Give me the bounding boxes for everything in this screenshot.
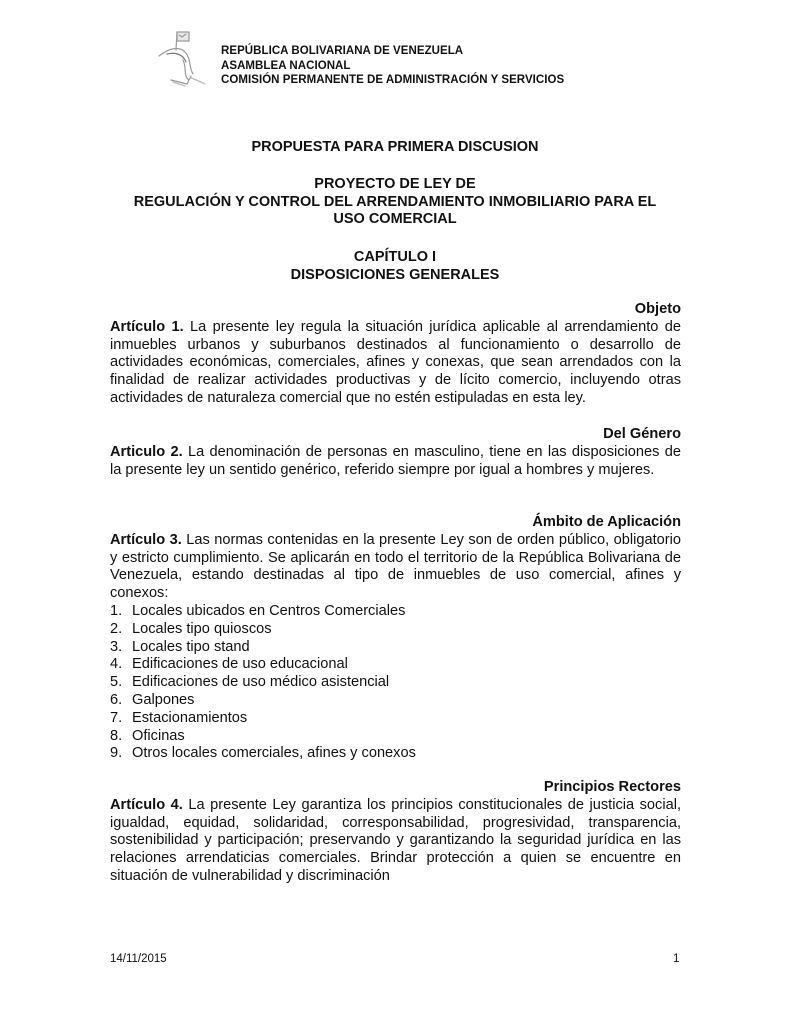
article-3 (110, 514, 681, 763)
list-item (110, 745, 681, 763)
list-number: 8. (110, 727, 123, 744)
article-1 (110, 301, 681, 408)
header-country: REPÚBLICA BOLIVARIANA DE VENEZUELA (221, 45, 464, 57)
law-title-line2: REGULACIÓN Y CONTROL DEL ARRENDAMIENTO INMOBILIARIO PARA EL (133, 193, 657, 210)
parliament-logo-icon (153, 28, 209, 88)
list-number: 3. (110, 638, 123, 655)
property-type-list (110, 603, 681, 763)
header-assembly: ASAMBLEA NACIONAL (221, 59, 351, 72)
article-4 (110, 779, 681, 886)
list-text: Locales ubicados en Centros Comerciales (132, 602, 406, 619)
article-heading: Objeto (634, 301, 681, 317)
list-item (110, 656, 681, 674)
list-number: 9. (110, 745, 123, 762)
list-item (110, 674, 681, 692)
article-label: Articulo 2. (110, 443, 183, 460)
chapter-number: CAPÍTULO I (353, 249, 437, 265)
list-text: Oficinas (132, 727, 185, 744)
list-text: Edificaciones de uso médico asistencial (132, 674, 390, 691)
list-item (110, 621, 681, 639)
list-text: Locales tipo quioscos (132, 620, 272, 637)
list-number: 2. (110, 620, 123, 637)
list-text: Locales tipo stand (132, 638, 250, 655)
header-commission: COMISIÓN PERMANENTE DE ADMINISTRACIÓN Y SERVICIOS (221, 74, 565, 86)
article-text: La presente Ley garantiza los principios constitucionales de justicia social, igualdad, equidad, solidaridad, corresponsabilidad, progresividad, transparencia, sostenibilidad y participación; preservando y garantizando la seguridad jurídica en las relaciones arrendaticias comerciales. Brindar protección a quien se encuentre en situación de vulnerabilidad y discriminación (110, 796, 681, 884)
law-title-line3: USO COMERCIAL (333, 211, 457, 227)
article-text: La presente ley regula la situación jurídica aplicable al arrendamiento de inmuebles urbanos y suburbanos destinados al funcionamiento o desarrollo de actividades económicas, comerciales, afines y conexas, que sean arrendados con la finalidad de realizar actividades productivas y de lícito comercio, incluyendo otras actividades de naturaleza comercial que no estén estipuladas en esta ley. (110, 318, 682, 406)
footer-date: 14/11/2015 (110, 953, 167, 965)
list-number: 5. (110, 674, 123, 691)
proposal-title: PROPUESTA PARA PRIMERA DISCUSION (251, 139, 539, 155)
article-paragraph (110, 319, 681, 408)
article-label: Artículo 4. (110, 796, 183, 813)
article-paragraph (110, 444, 681, 480)
list-item (110, 710, 681, 728)
page-number: 1 (673, 953, 680, 965)
article-heading: Ámbito de Aplicación (532, 514, 681, 530)
law-title-line1: PROYECTO DE LEY DE (314, 176, 476, 192)
list-item (110, 728, 681, 746)
list-number: 4. (110, 656, 123, 673)
list-number: 7. (110, 709, 123, 726)
document-header (221, 44, 564, 88)
article-heading: Principios Rectores (543, 779, 681, 795)
article-2 (110, 426, 681, 479)
list-text: Galpones (132, 691, 195, 708)
list-item (110, 692, 681, 710)
article-paragraph (110, 532, 681, 603)
list-number: 1. (110, 602, 123, 619)
article-text: Las normas contenidas en la presente Ley son de orden público, obligatorio y estricto cumplimiento. Se aplicarán en todo el territorio de la República Bolivariana de Venezuela, estando destinadas al tipo de inmuebles de uso comercial, afines y conexos: (110, 531, 681, 602)
article-label: Artículo 3. (110, 531, 182, 548)
list-item (110, 603, 681, 621)
list-text: Estacionamientos (132, 709, 248, 726)
article-heading: Del Género (603, 426, 681, 442)
article-label: Artículo 1. (110, 318, 184, 335)
chapter-name: DISPOSICIONES GENERALES (290, 266, 500, 283)
list-text: Otros locales comerciales, afines y conexos (132, 745, 416, 762)
list-item (110, 639, 681, 657)
article-text: La denominación de personas en masculino, tiene en las disposiciones de la presente ley un sentido genérico, referido siempre por igual a hombres y mujeres. (110, 443, 681, 478)
list-number: 6. (110, 691, 123, 708)
law-title (100, 176, 690, 229)
chapter-heading (100, 249, 690, 284)
list-text: Edificaciones de uso educacional (132, 656, 348, 673)
article-paragraph (110, 797, 681, 886)
